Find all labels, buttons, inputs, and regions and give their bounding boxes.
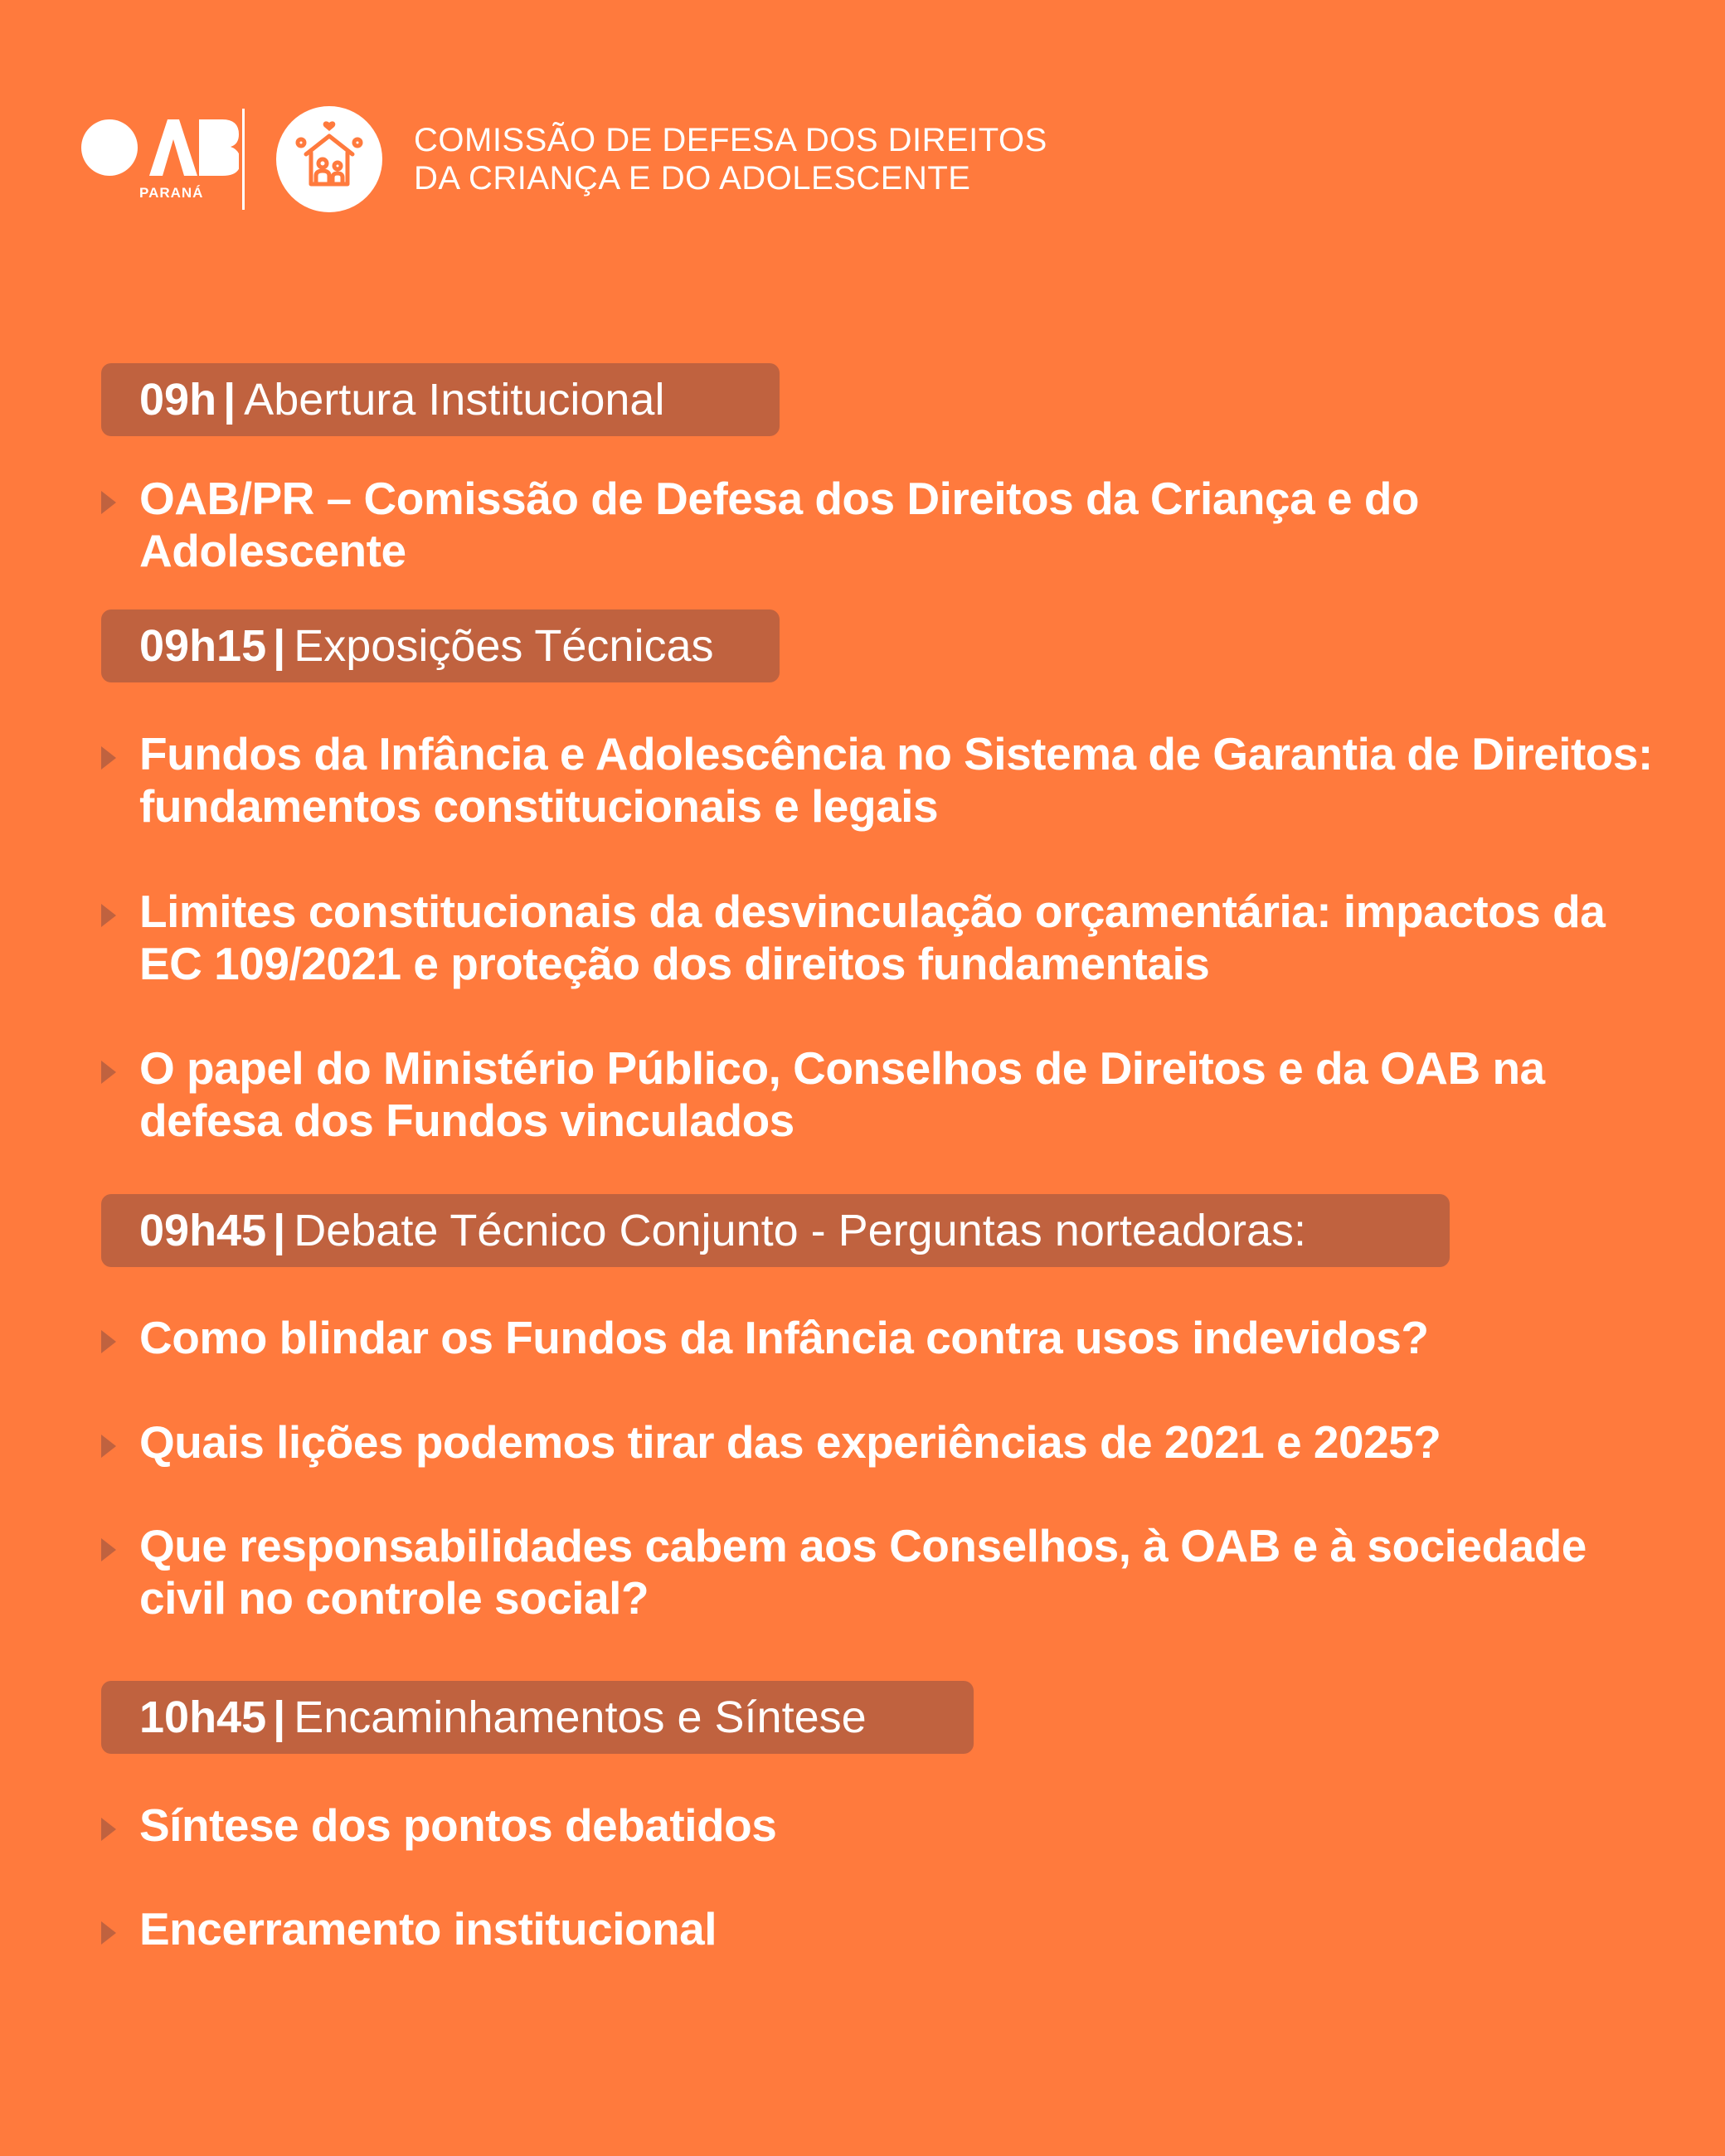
list-item [101, 1312, 1677, 1364]
list-item-text: Que responsabilidades cabem aos Conselhos, à OAB e à sociedade civil no controle social? [139, 1520, 1587, 1624]
header-divider [242, 109, 245, 210]
list-item-text: OAB/PR – Comissão de Defesa dos Direitos da Criança e do Adolescente [139, 473, 1420, 576]
commission-icon [276, 106, 382, 212]
house-family-icon [288, 118, 371, 201]
list-item-text: Como blindar os Fundos da Infância contra usos indevidos? [139, 1312, 1429, 1363]
section-title: Exposições Técnicas [294, 621, 714, 671]
section-title: Abertura Institucional [244, 375, 665, 425]
section-header-1 [101, 609, 780, 682]
list-item-text: Fundos da Infância e Adolescência no Sistema de Garantia de Direitos: fundamentos constitucionais e legais [139, 728, 1653, 832]
section-title: Debate Técnico Conjunto - Perguntas norteadoras: [294, 1206, 1306, 1255]
section-header-2 [101, 1194, 1450, 1267]
bullet-arrow-icon [101, 1538, 116, 1561]
bullet-arrow-icon [101, 904, 116, 927]
section-separator: | [273, 621, 286, 671]
bullet-arrow-icon [101, 1330, 116, 1353]
bullet-arrow-icon [101, 1435, 116, 1458]
list-item [101, 1520, 1677, 1624]
bullet-arrow-icon [101, 1921, 116, 1945]
list-item-text: Síntese dos pontos debatidos [139, 1799, 777, 1851]
oab-logo-subtitle: PARANÁ [139, 185, 204, 201]
list-item [101, 1799, 1677, 1852]
list-item [101, 1416, 1677, 1469]
section-header-0 [101, 363, 780, 436]
section-separator: | [223, 375, 236, 425]
commission-title [414, 121, 1047, 197]
list-item-text: Limites constitucionais da desvinculação orçamentária: impactos da EC 109/2021 e proteção dos direitos fundamentais [139, 886, 1606, 989]
commission-title-line1: COMISSÃO DE DEFESA DOS DIREITOS [414, 122, 1047, 158]
section-time: 09h [139, 375, 217, 425]
list-item-text: Encerramento institucional [139, 1903, 717, 1954]
section-separator: | [273, 1692, 286, 1742]
section-time: 09h45 [139, 1206, 267, 1255]
list-item [101, 886, 1677, 990]
bullet-arrow-icon [101, 746, 116, 770]
section-header-3 [101, 1681, 974, 1754]
bullet-arrow-icon [101, 491, 116, 514]
section-title: Encaminhamentos e Síntese [294, 1692, 867, 1742]
section-time: 10h45 [139, 1692, 267, 1742]
bullet-arrow-icon [101, 1061, 116, 1084]
list-item-text: Quais lições podemos tirar das experiências de 2021 e 2025? [139, 1416, 1441, 1468]
section-separator: | [273, 1206, 286, 1255]
section-time: 09h15 [139, 621, 267, 671]
list-item [101, 473, 1677, 577]
list-item-text: O papel do Ministério Público, Conselhos de Direitos e da OAB na defesa dos Fundos vinculados [139, 1042, 1545, 1146]
header [81, 106, 1047, 212]
list-item [101, 728, 1677, 833]
oab-logo [81, 106, 239, 212]
bullet-arrow-icon [101, 1818, 116, 1841]
oab-logo-mark [81, 114, 239, 181]
list-item [101, 1903, 1677, 1955]
commission-title-line2: DA CRIANÇA E DO ADOLESCENTE [414, 160, 971, 197]
list-item [101, 1042, 1677, 1147]
